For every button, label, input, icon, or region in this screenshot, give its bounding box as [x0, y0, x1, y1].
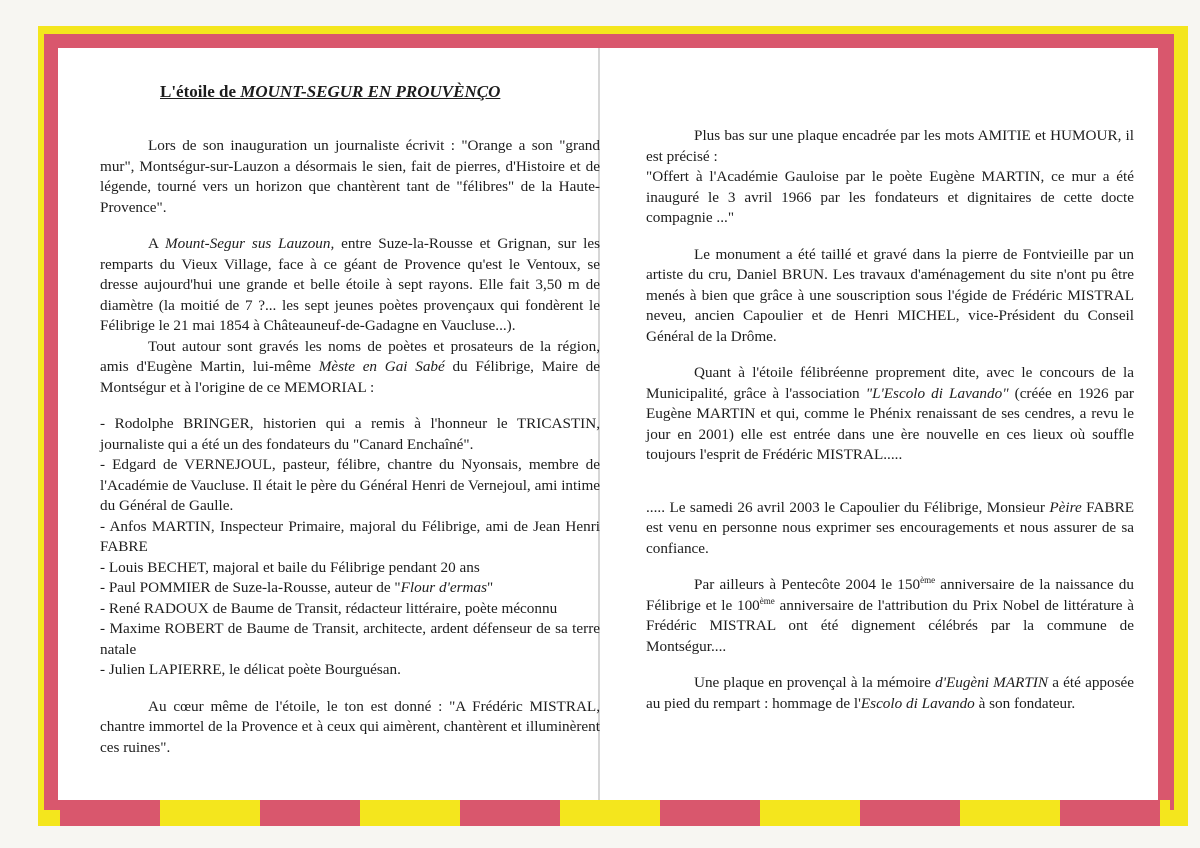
paragraph — [646, 363, 1134, 466]
italic-span: d'Eugèni MARTIN — [935, 674, 1049, 691]
quote-paragraph: "Offert à l'Académie Gauloise par le poète Eugène MARTIN, ce mur a été inauguré le 3 avril 1966 par les fondateurs et dignitaires de cette docte compagnie ..." — [646, 168, 1134, 226]
paragraph: Lors de son inauguration un journaliste écrivit : "Orange a son "grand mur", Montségur-sur-Lauzon a désormais le sien, fait de pierres, d'Histoire et de légende, tourné vers un horizon que chantèrent tant de "félibres" de la Haute-Provence". — [100, 137, 600, 216]
text-span: Par ailleurs à Pentecôte 2004 le 150 — [694, 576, 921, 593]
text-span: - Paul POMMIER de Suze-la-Rousse, auteur de " — [100, 579, 401, 596]
list-item: - Julien LAPIERRE, le délicat poète Bourguésan. — [100, 661, 401, 678]
list-item — [100, 578, 600, 599]
italic-span: "L'Escolo di Lavando" — [865, 384, 1009, 402]
text-span: du Félibrige, Maire de Montségur et à l'origine de ce MEMORIAL : — [100, 358, 600, 396]
list-item: - Louis BECHET, majoral et baile du Félibrige pendant 20 ans — [100, 558, 480, 576]
text-span: anniversaire de la naissance du Félibrige et le 100 — [646, 576, 1134, 614]
text-span: a été apposée au pied du rempart : hommage de l' — [646, 674, 1134, 712]
paragraph — [646, 575, 1134, 657]
paragraph — [646, 498, 1134, 560]
italic-span: Flour d'ermas — [400, 579, 487, 596]
text-span: anniversaire de l'attribution du Prix Nobel de littérature à Frédéric MISTRAL ont été dignement célébrés par la commune de Montségur.... — [646, 596, 1134, 655]
text-span: " — [486, 579, 494, 596]
title-italic: MOUNT-SEGUR EN PROUVÈNÇO — [240, 82, 501, 101]
title-prefix: L'étoile de — [160, 82, 241, 101]
text-span: (créée en 1926 par Eugène MARTIN et qui, comme le Phénix renaissant de ses cendres, a revu le jour en 2001) elle est entrée dans une ère nouvelle en ces lieux où souffle toujours l'esprit de Frédéric MISTRAL..... — [646, 384, 1134, 463]
italic-span: Pèire — [1049, 498, 1082, 516]
list-item: - Rodolphe BRINGER, historien qui a remis à l'honneur le TRICASTIN, journaliste qui a été un des fondateurs du "Canard Enchaîné". — [100, 415, 600, 453]
text-span: Quant à l'étoile félibréenne proprement dite, avec le concours de la Municipalité, grâce à l'association — [646, 364, 1134, 402]
italic-span: Mount-Segur sus Lauzoun, — [164, 235, 335, 252]
list-item: - Maxime ROBERT de Baume de Transit, architecte, ardent défenseur de sa terre natale — [100, 620, 600, 658]
paragraph: Plus bas sur une plaque encadrée par les mots AMITIE et HUMOUR, il est précisé : — [646, 127, 1134, 165]
list-item: - René RADOUX de Baume de Transit, rédacteur littéraire, poète méconnu — [100, 599, 558, 617]
text-span: Tout autour sont gravés les noms de poètes et prosateurs de la région, amis d'Eugène Martin, lui-même — [100, 337, 600, 375]
list-item: - Edgard de VERNEJOUL, pasteur, félibre, chantre du Nyonsais, membre de l'Académie de Vaucluse. Il était le père du Général Henri de Vernejoul, ami intime du Général de Gaulle. — [100, 456, 600, 514]
paragraph: Le monument a été taillé et gravé dans la pierre de Fontvieille par un artiste du cru, Daniel BRUN. Les travaux d'aménagement du site n'ont pu être menés à bien que grâce à une souscription sous l'égide de Frédéric MISTRAL neveu, ancien Capoulier et de Henri MICHEL, vice-Président du Conseil Général de la Drôme. — [646, 245, 1134, 345]
paragraph — [646, 673, 1134, 714]
text-span: à son fondateur. — [974, 694, 1076, 712]
superscript: ème — [920, 574, 936, 585]
bottom-stripe-border — [60, 800, 1170, 826]
left-column — [100, 72, 600, 758]
italic-span: Mèste en Gai Sabé — [318, 358, 445, 375]
text-span: A — [148, 235, 165, 252]
paragraph: Au cœur même de l'étoile, le ton est donné : "A Frédéric MISTRAL, chantre immortel de la Provence et à ceux qui aimèrent, chantèrent et illuminèrent ces ruines". — [100, 697, 600, 756]
text-span: entre Suze-la-Rousse et Grignan, sur les remparts du Vieux Village, face à ce géant de Provence qu'est le Ventoux, se dresse aujourd'hui une grande et belle étoile à sept rayons. Elle fait 3,50 m de diamètre (la moitié de 7 ?... les sept jeunes poètes provençaux qui fondèrent le Félibrige le 21 mai 1854 à Châteauneuf-de-Gadagne en Vaucluse...). — [100, 235, 600, 334]
paragraph — [100, 234, 600, 337]
text-span: FABRE est venu en personne nous exprimer ses encouragements et nous assurer de sa confiance. — [646, 498, 1135, 557]
list-item: - Anfos MARTIN, Inspecteur Primaire, majoral du Félibrige, ami de Jean Henri FABRE — [100, 517, 600, 555]
italic-span: Escolo di Lavando — [860, 694, 975, 712]
text-span: ..... Le samedi 26 avril 2003 le Capoulier du Félibrige, Monsieur — [646, 498, 1050, 516]
superscript: ème — [759, 595, 775, 606]
text-span: Une plaque en provençal à la mémoire — [694, 674, 936, 691]
right-column — [646, 126, 1134, 714]
paragraph — [100, 337, 600, 399]
